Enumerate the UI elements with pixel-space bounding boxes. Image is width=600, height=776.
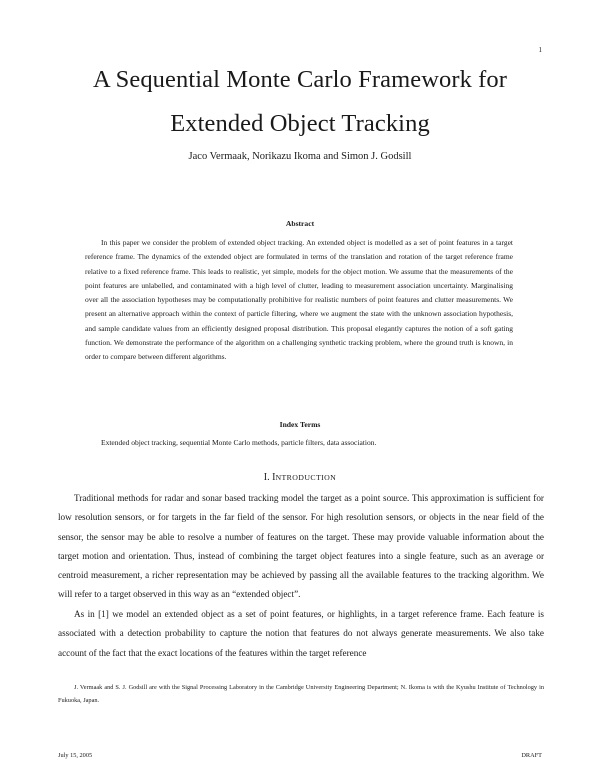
authors: Jaco Vermaak, Norikazu Ikoma and Simon J. Godsill xyxy=(188,151,412,162)
page-number: 1 xyxy=(538,46,542,54)
section-title-initial: I xyxy=(272,472,276,483)
abstract-body: In this paper we consider the problem of extended object tracking. An extended object is modelled as a set of point features in a target reference frame. The dynamics of the extended object are formulated in terms of the translation and rotation of the target reference frame relative to a fixed reference frame. This leads to realistic, yet simple, models for the object motion. We assume that the measurements of the point features are unlabelled, and contaminated with a high level of clutter, leading to measurement association uncertainty. Marginalising over all the association hypotheses may be computationally prohibitive for realistic numbers of point features and clutter measurements. We present an alternative approach within the context of particle filtering, where we augment the state with the unknown association hypothesis, and sample candidate values from an efficiently designed proposal distribution. This proposal elegantly captures the notion of a soft gating function. We demonstrate the performance of the algorithm on a challenging synthetic tracking problem, where the ground truth is known, in order to compare between different algorithms. xyxy=(85,238,513,362)
index-terms-heading: Index Terms xyxy=(279,420,321,429)
introduction-paragraph-1: Traditional methods for radar and sonar based tracking model the target as a point source. This approximation is sufficient for low resolution sensors, or for targets in the far field of the sensor. For high resolution sensors, or objects in the near field of the sensor, the sensor may be able to resolve a number of features on the target. These may provide valuable information about the target motion and orientation. Thus, instead of combining the target object features into a single feature, such as an average or centroid measurement, a richer representation may be achieved by passing all the available features to the tracking algorithm. We will refer to a target observed in this way as an “extended object”. xyxy=(58,493,544,600)
author-affiliation-footnote: J. Vermaak and S. J. Godsill are with the Signal Processing Laboratory in the Cambridge University Engineering Department; N. Ikoma is with the Kyushu Institute of Technology in Fukuoka, Japan. xyxy=(58,684,544,704)
section-number: I. xyxy=(263,472,270,483)
section-title-small-caps: NTRODUCTION xyxy=(275,473,337,482)
index-terms-body: Extended object tracking, sequential Monte Carlo methods, particle filters, data association. xyxy=(101,438,377,447)
introduction-paragraph-2: As in [1] we model an extended object as a set of point features, or highlights, in a target reference frame. Each feature is associated with a detection probability to capture the notion that features do not always generate measurements. We also take account of the fact that the exact locations of the features within the target reference xyxy=(58,609,544,658)
introduction-heading xyxy=(0,472,600,483)
paper-title-line-1: A Sequential Monte Carlo Framework for xyxy=(92,66,508,93)
section-title xyxy=(272,472,336,483)
paper-title-line-2: Extended Object Tracking xyxy=(170,110,430,137)
footer-date: July 15, 2005 xyxy=(58,752,93,759)
footer-draft-label: DRAFT xyxy=(521,752,542,759)
abstract-heading: Abstract xyxy=(285,219,315,228)
